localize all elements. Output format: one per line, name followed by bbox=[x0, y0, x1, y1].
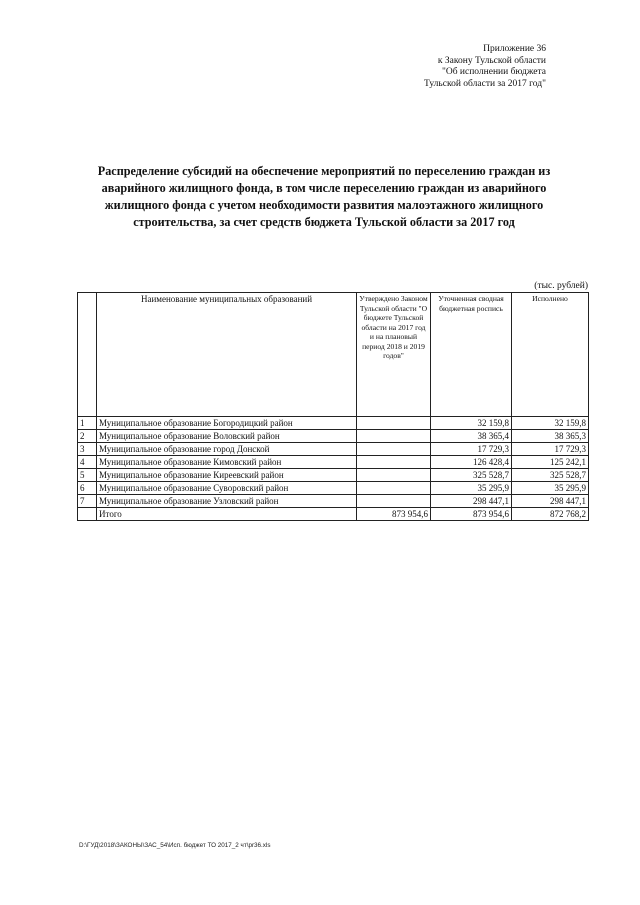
total-label: Итого bbox=[97, 508, 357, 521]
appendix-line: Приложение 36 bbox=[483, 44, 546, 54]
subsidy-table bbox=[77, 292, 589, 521]
total-index bbox=[78, 508, 97, 521]
table-row bbox=[78, 417, 589, 430]
table-row bbox=[78, 482, 589, 495]
name-header: Наименование муниципальных образований bbox=[97, 293, 357, 417]
row-executed: 325 528,7 bbox=[512, 469, 589, 482]
total-refined: 873 954,6 bbox=[431, 508, 512, 521]
table-header-row bbox=[78, 293, 589, 417]
title-line: аварийного жилищного фонда, в том числе переселению граждан из аварийного bbox=[101, 181, 547, 195]
row-index: 2 bbox=[78, 430, 97, 443]
row-index: 1 bbox=[78, 417, 97, 430]
row-name: Муниципальное образование Кимовский район bbox=[97, 456, 357, 469]
row-executed: 17 729,3 bbox=[512, 443, 589, 456]
table-total-row bbox=[78, 508, 589, 521]
row-approved bbox=[357, 482, 431, 495]
title-line: Распределение субсидий на обеспечение мероприятий по переселению граждан из bbox=[97, 164, 551, 178]
file-path-footer: D:\ГУД\2018\ЗАКОНЫ\ЗАС_54\Исп. бюджет ТО 2017_2 чт\pr36.xls bbox=[79, 842, 271, 849]
row-executed: 298 447,1 bbox=[512, 495, 589, 508]
row-refined: 38 365,4 bbox=[431, 430, 512, 443]
executed-header: Исполнено bbox=[512, 293, 589, 417]
row-refined: 17 729,3 bbox=[431, 443, 512, 456]
units-label: (тыс. рублей) bbox=[534, 281, 588, 291]
appendix-line: Тульской области за 2017 год" bbox=[424, 78, 546, 89]
total-approved: 873 954,6 bbox=[357, 508, 431, 521]
row-name: Муниципальное образование Узловский район bbox=[97, 495, 357, 508]
row-name: Муниципальное образование Киреевский район bbox=[97, 469, 357, 482]
row-approved bbox=[357, 469, 431, 482]
row-executed: 35 295,9 bbox=[512, 482, 589, 495]
approved-header: Утверждено Законом Тульской области "О бюджете Тульской области на 2017 год и на плановый период 2018 и 2019 годов" bbox=[357, 293, 431, 417]
row-approved bbox=[357, 456, 431, 469]
row-approved bbox=[357, 417, 431, 430]
row-approved bbox=[357, 495, 431, 508]
row-refined: 35 295,9 bbox=[431, 482, 512, 495]
title-line: жилищного фонда с учетом необходимости развития малоэтажного жилищного bbox=[104, 198, 544, 212]
row-refined: 298 447,1 bbox=[431, 495, 512, 508]
row-index: 7 bbox=[78, 495, 97, 508]
refined-header: Уточненная сводная бюджетная роспись bbox=[431, 293, 512, 417]
appendix-line: "Об исполнении бюджета bbox=[441, 67, 546, 77]
table-row bbox=[78, 456, 589, 469]
document-title bbox=[80, 163, 568, 231]
index-header bbox=[78, 293, 97, 417]
appendix-line: к Закону Тульской области bbox=[437, 55, 546, 66]
row-executed: 38 365,3 bbox=[512, 430, 589, 443]
title-line: строительства, за счет средств бюджета Тульской области за 2017 год bbox=[133, 215, 515, 229]
total-executed: 872 768,2 bbox=[512, 508, 589, 521]
row-index: 3 bbox=[78, 443, 97, 456]
row-index: 6 bbox=[78, 482, 97, 495]
table-row bbox=[78, 495, 589, 508]
row-name: Муниципальное образование город Донской bbox=[97, 443, 357, 456]
row-index: 4 bbox=[78, 456, 97, 469]
row-executed: 125 242,1 bbox=[512, 456, 589, 469]
row-refined: 126 428,4 bbox=[431, 456, 512, 469]
row-approved bbox=[357, 430, 431, 443]
row-name: Муниципальное образование Суворовский район bbox=[97, 482, 357, 495]
row-refined: 325 528,7 bbox=[431, 469, 512, 482]
row-refined: 32 159,8 bbox=[431, 417, 512, 430]
table-row bbox=[78, 469, 589, 482]
table-row bbox=[78, 443, 589, 456]
appendix-note bbox=[306, 44, 546, 90]
table-row bbox=[78, 430, 589, 443]
row-approved bbox=[357, 443, 431, 456]
row-index: 5 bbox=[78, 469, 97, 482]
row-name: Муниципальное образование Воловский район bbox=[97, 430, 357, 443]
row-executed: 32 159,8 bbox=[512, 417, 589, 430]
row-name: Муниципальное образование Богородицкий район bbox=[97, 417, 357, 430]
